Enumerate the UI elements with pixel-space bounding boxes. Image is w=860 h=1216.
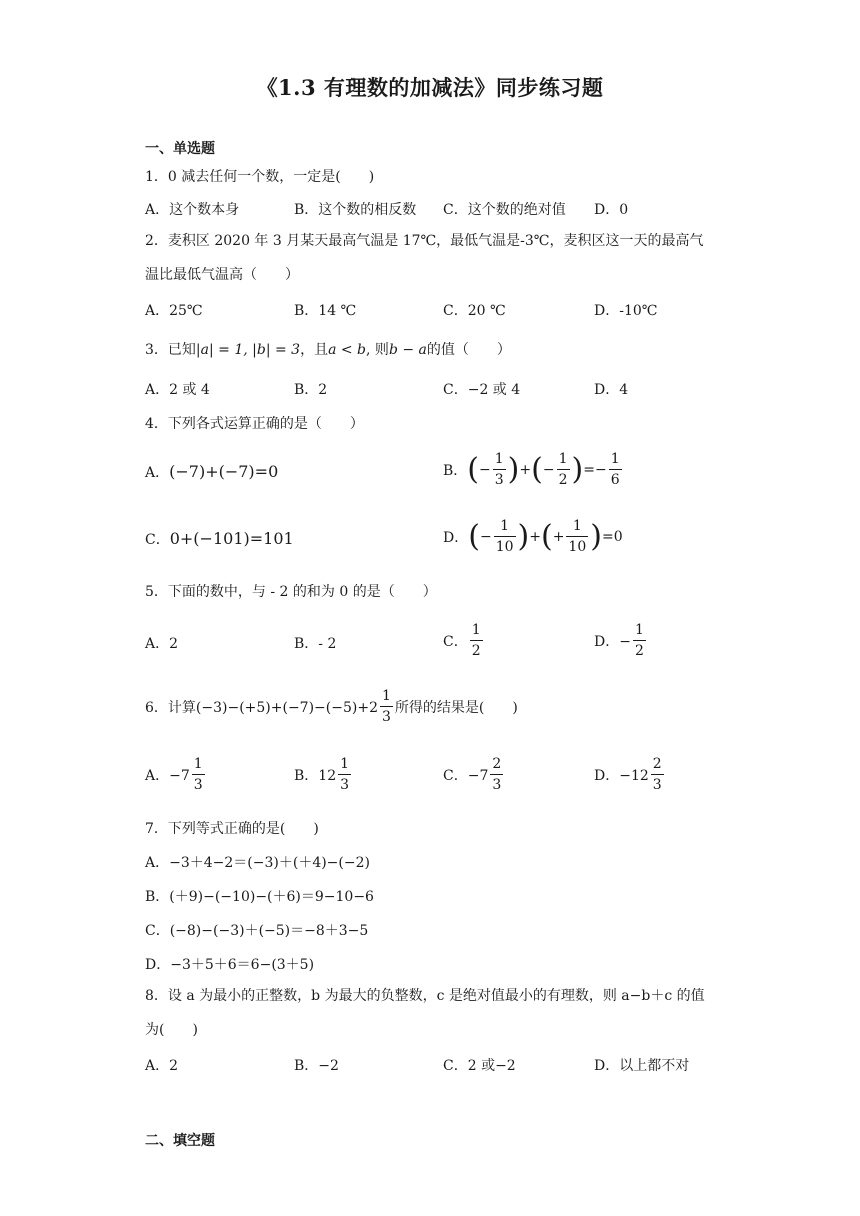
question-8-stem: 8．设 a 为最小的正整数，b 为最大的负整数，c 是绝对值最小的有理数，则 a−b＋c 的值为( ): [145, 988, 705, 1038]
question-4-option-b-label: B．: [443, 462, 468, 479]
fraction-numerator: 2: [651, 754, 664, 775]
question-7-option-b: B．(＋9)−(−10)−(＋6)＝9−10−6: [145, 889, 374, 905]
fraction-denominator: 2: [558, 472, 568, 488]
question-8-option-a: A．2: [145, 1058, 179, 1074]
question-1-option-c: C．这个数的绝对值: [443, 202, 566, 218]
fraction-denominator: 3: [381, 709, 391, 725]
question-8-option-d: D．以上都不对: [594, 1058, 690, 1074]
question-5-option-b: B．- 2: [294, 636, 337, 652]
question-3-inequality: a < b: [328, 342, 367, 358]
section-heading-fill-blank: 二、填空题: [145, 1133, 215, 1149]
question-6-option-d-label: D．−12: [594, 767, 649, 784]
question-3-option-b: B．2: [294, 382, 328, 398]
fraction-numerator: 1: [192, 754, 205, 775]
question-5-option-c: [443, 620, 485, 661]
question-4-option-c-expr: 0+(−101)=101: [169, 529, 294, 548]
question-7-stem: 7．下列等式正确的是( ): [145, 821, 319, 837]
question-7-option-a: A．−3＋4−2＝(−3)＋(＋4)−(−2): [145, 855, 370, 871]
question-3-stem: [145, 339, 511, 359]
question-3-condition: |a| = 1, |b| = 3: [195, 342, 301, 358]
fraction-numerator: 1: [566, 516, 588, 537]
question-6-option-a-label: A．−7: [145, 767, 190, 784]
question-3-option-a: A．2 或 4: [145, 382, 210, 398]
fraction-numerator: 1: [470, 620, 483, 641]
fraction-denominator: 3: [340, 777, 350, 793]
fraction-denominator: 10: [568, 539, 587, 555]
question-5-option-d-label: D．−: [594, 633, 631, 650]
fraction-numerator: 1: [633, 620, 646, 641]
question-3-expression: b − a: [388, 342, 427, 358]
question-7-option-d: D．−3＋5＋6＝6−(3＋5): [145, 957, 315, 973]
fraction-numerator: 2: [490, 754, 503, 775]
question-3-mid2: , 则: [366, 342, 389, 358]
question-6-stem-a: 6．计算(−3)−(+5)+(−7)−(−5)+2: [145, 699, 378, 716]
question-2-stem: 2．麦积区 2020 年 3 月某天最高气温是 17℃，最低气温是-3℃，麦积区这一天的最高气温比最低气温高（ ）: [145, 233, 704, 283]
fraction-numerator: 1: [557, 449, 570, 470]
fraction-numerator: 1: [494, 516, 516, 537]
fraction-numerator: 1: [609, 449, 622, 470]
question-6-option-d: [594, 754, 666, 795]
question-6-stem: [145, 686, 518, 727]
question-4-option-a-label: A．: [145, 465, 170, 481]
fraction-numerator: 1: [338, 754, 351, 775]
question-4-option-d: D． ( − $\frac{1}{10}$ ) + ( + $\frac{1}{10}$ ) =0: [443, 518, 623, 555]
question-4-option-c-label: C．: [145, 532, 170, 548]
question-1-option-a: A．这个数本身: [145, 202, 240, 218]
question-8-option-b: B．−2: [294, 1058, 339, 1074]
question-1-option-d: D．0: [594, 202, 629, 218]
fraction-denominator: 3: [193, 777, 203, 793]
question-6-option-c: [443, 754, 505, 795]
question-2-option-d: D．-10℃: [594, 303, 658, 319]
fraction-denominator: 6: [610, 472, 620, 488]
question-6-option-c-label: C．−7: [443, 767, 489, 784]
question-1-option-b: B．这个数的相反数: [294, 202, 417, 218]
question-4-option-b: B． ( − $\frac{1}{3}$ ) + ( − $\frac{1}{2}$ ) =− $\frac{1}{6}$: [443, 451, 620, 488]
question-5-stem: 5．下面的数中，与 - 2 的和为 0 的是（ ）: [145, 584, 437, 600]
question-5-option-d: [594, 620, 648, 661]
question-3-mid: ，且: [300, 342, 329, 358]
fraction-numerator: 1: [493, 449, 506, 470]
question-8-option-c: C．2 或−2: [443, 1058, 516, 1074]
fraction-denominator: 10: [495, 539, 514, 555]
question-3-option-c: C．−2 或 4: [443, 382, 521, 398]
question-4-option-a: [145, 462, 278, 482]
fraction-denominator: 3: [494, 472, 504, 488]
question-2-option-a: A．25℃: [145, 303, 203, 319]
fraction-numerator: 1: [380, 686, 393, 707]
fraction-denominator: 3: [492, 777, 502, 793]
page-title: 《1.3 有理数的加减法》同步练习题: [256, 75, 604, 100]
question-7-option-c: C．(−8)−(−3)＋(−5)＝−8＋3−5: [145, 923, 369, 939]
question-2-option-c: C．20 ℃: [443, 303, 506, 319]
question-6-option-a: [145, 754, 207, 795]
question-4-option-c: [145, 529, 294, 549]
question-4-stem: 4．下列各式运算正确的是（ ）: [145, 416, 364, 432]
question-3-suffix: 的值（ ）: [426, 342, 511, 358]
question-5-option-a: A．2: [145, 636, 179, 652]
question-3-prefix: 3．已知: [145, 342, 196, 358]
question-6-option-b: [294, 754, 353, 795]
section-heading-single-choice: 一、单选题: [145, 141, 215, 157]
fraction-denominator: 2: [634, 643, 644, 659]
question-6-option-b-label: B．12: [294, 767, 337, 784]
question-1-stem: 1．0 减去任何一个数，一定是( ): [145, 169, 375, 185]
question-5-option-c-label: C．: [443, 633, 468, 650]
fraction-denominator: 2: [471, 643, 481, 659]
question-6-stem-b: 所得的结果是( ): [394, 699, 518, 716]
question-4-option-d-label: D．: [443, 529, 469, 546]
question-4-option-a-expr: (−7)+(−7)=0: [169, 462, 279, 481]
fraction-denominator: 3: [652, 777, 662, 793]
question-3-option-d: D．4: [594, 382, 629, 398]
question-2-option-b: B．14 ℃: [294, 303, 357, 319]
